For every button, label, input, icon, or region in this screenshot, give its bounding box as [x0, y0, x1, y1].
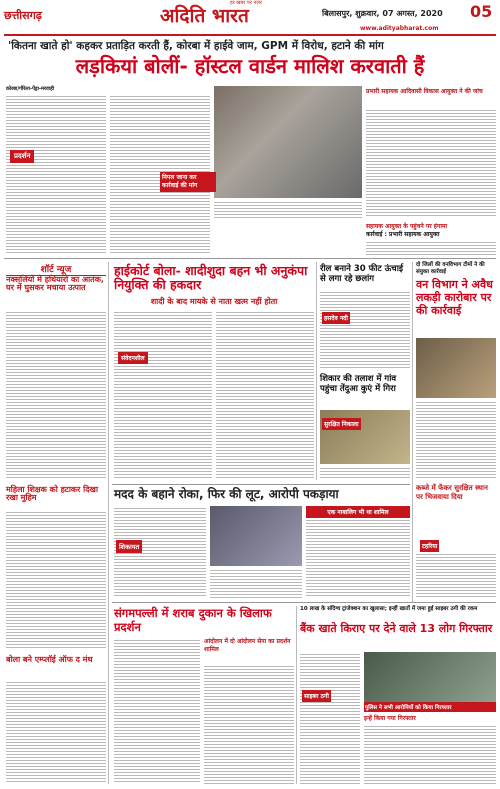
short-news-item1-head: नक्सलियों में हथियारों का आतंक, घर में घुसकर मचाया उत्पात	[6, 275, 104, 293]
story4-badge: सुरक्षित निकाला	[322, 418, 361, 430]
short-news-item2-head: महिला शिक्षक को हटाकर दिखा रखा मुहिम	[6, 485, 99, 503]
dateline: बिलासपुर, शुक्रवार, 07 अगस्त, 2020	[322, 9, 443, 18]
story5-box-body	[306, 518, 410, 598]
lead-side-subhead: सहायक आयुक्त के पहुंचने पर हंगामा	[366, 223, 448, 230]
lead-kicker: 'कितना खाते हो' कहकर प्रताड़ित करती हैं, कोरबा में हाईवे जाम, GPM में विरोध, हटाने की मांग	[8, 40, 384, 52]
lead-side-body2	[366, 240, 496, 256]
short-news-item3-head: बोला बने एम्प्लॉई ऑफ द मंथ	[6, 655, 93, 664]
brand-name: अदिति भारत	[160, 5, 249, 27]
short-news-item2-body	[6, 510, 106, 650]
lead-photo-caption-text	[214, 200, 362, 218]
right-side-label: टहरिया	[420, 540, 439, 552]
lead-photo-caption: निपल जाना कर कार्रवाई की मांग	[160, 172, 216, 192]
story2-body-col2	[216, 310, 314, 480]
lead-note: कार्रवाई : प्रभारी सहायक आयुक्त	[366, 231, 440, 238]
brand-tagline: हर खबर पर नज़र	[230, 0, 262, 6]
lead-side-head: प्रभारी सहायक आदिवासी विकास आयुक्त ने की जांच	[366, 88, 483, 95]
story4-headline: शिकार की तलाश में गांव पहुंचा तेंदुआ कुएं में गिरा	[320, 374, 397, 394]
story3-body	[320, 290, 410, 370]
story4-body	[320, 466, 410, 480]
story2-side-label: संवेदनशील	[118, 352, 148, 364]
lead-side-body	[366, 108, 496, 218]
story7-side-label: साइबर ठगी	[302, 690, 331, 702]
story5-headline: मदद के बहाने रोका, फिर की लूट, आरोपी पकड़ाया	[114, 487, 339, 501]
divider	[112, 484, 410, 485]
column-rule	[316, 262, 317, 480]
story7-headline: बैंक खाते किराए पर देने वाले 13 लोग गिरफ्तार	[300, 622, 493, 635]
column-rule	[412, 262, 413, 602]
short-news-title: शॉर्ट न्यूज	[6, 262, 106, 276]
story3-headline: रील बनाने 30 फीट ऊंचाई से लगा रहे छलांग	[320, 264, 404, 284]
story6-subhead: आंदोलन में दो आंदोलन सेना का प्रदर्शन शामिल	[204, 638, 291, 653]
lead-body-col1	[6, 94, 106, 254]
story6-body-col1	[114, 638, 200, 784]
story2-headline: हाईकोर्ट बोला- शादीशुदा बहन भी अनुकंपा नियुक्ति की हकदार	[114, 263, 308, 292]
story7-body-col1	[300, 652, 360, 784]
short-news-item1-body	[6, 310, 106, 480]
lead-side-label: प्रदर्शन	[10, 150, 34, 163]
divider	[4, 258, 496, 259]
page-number: 05	[470, 2, 498, 24]
story7-photo	[364, 652, 496, 702]
story7-list-head: इन्हें किया गया गिरफ्तार	[364, 715, 416, 722]
lead-headline: लड़कियां बोलीं- हॉस्टल वार्डन मालिश करवाती हैं	[75, 54, 425, 78]
right-kicker: दो जिलों की वनविभाग टीमों ने की संयुक्त कार्रवाई	[416, 262, 485, 275]
story6-headline: संगमपल्ली में शराब दुकान के खिलाफ प्रदर्शन	[114, 606, 272, 634]
column-rule	[296, 606, 297, 784]
story3-badge: हसदेव नदी	[322, 312, 350, 324]
story5-side-label: शिकायत	[116, 540, 142, 553]
short-news-item3-body	[6, 680, 106, 784]
story5-photo	[210, 506, 302, 566]
column-rule	[108, 262, 109, 784]
story5-body-col2	[210, 568, 302, 598]
right-side-body	[416, 552, 496, 598]
story5-box-label: एक नाबालिग भी था शामिल	[306, 506, 410, 518]
story6-body-col2	[204, 664, 294, 784]
section-name: छत्तीसगढ़	[4, 9, 42, 22]
story7-photo-caption: पुलिस ने सभी आरोपियों को किया गिरफ्तार	[364, 702, 496, 712]
lead-byline: कोरबा/गौरेला-पेंड्रा-मरवाही	[6, 86, 55, 92]
story2-body-col1	[114, 310, 212, 480]
right-headline: वन विभाग ने अवैध लकड़ी कारोबार पर की कार्रवाई	[416, 278, 493, 317]
website[interactable]: www.adityabharat.com	[360, 25, 439, 32]
story7-body-col2	[364, 724, 496, 784]
right-body	[416, 400, 496, 480]
masthead	[0, 0, 500, 36]
brand-logo	[160, 2, 290, 30]
story7-kicker: 10 लाख के संदिग्ध ट्रांजेक्शन का खुलासा; इन्हीं खातों में जमा हुई साइबर ठगी की रकम	[300, 606, 478, 612]
right-photo	[416, 338, 496, 398]
divider	[112, 602, 496, 603]
lead-photo	[214, 86, 362, 198]
masthead-rule	[4, 34, 496, 36]
right-side-head: कब्जे में फेंकर सुरक्षित स्थान पर भिजवाया दिया	[416, 484, 488, 501]
story2-subhead: शादी के बाद मायके से नाता खत्म नहीं होता	[150, 297, 278, 306]
